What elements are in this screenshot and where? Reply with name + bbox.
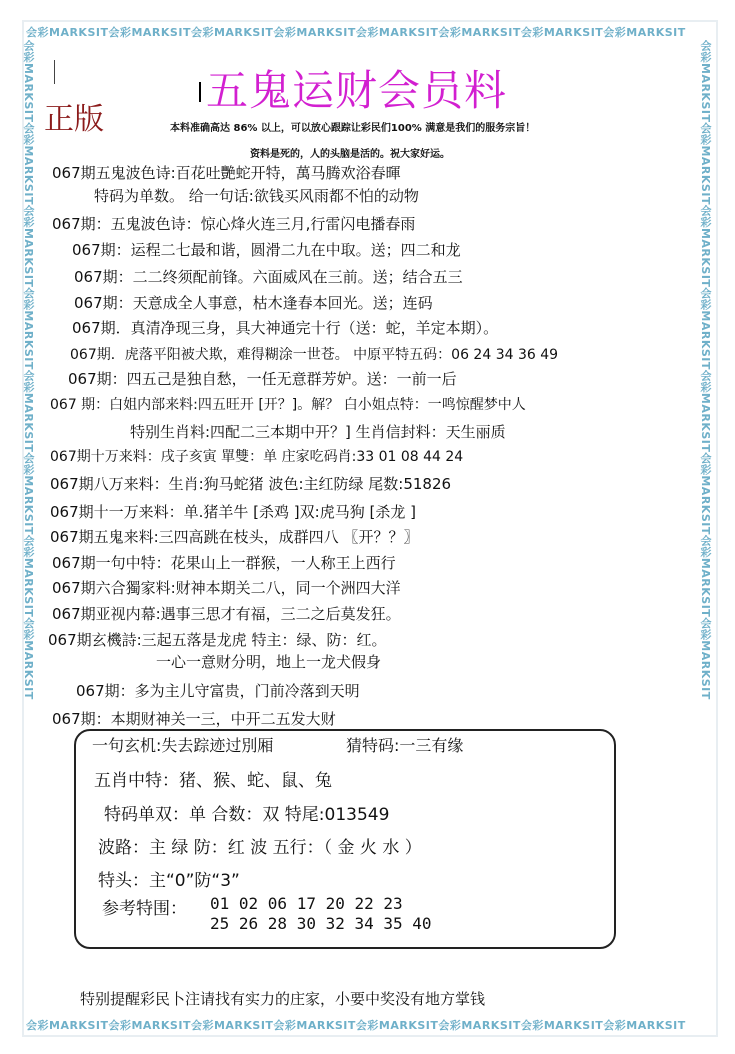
text-line: 067期十万来料：戌子亥寅 單雙：单 庄家吃码肖:33 01 08 44 24: [50, 449, 464, 465]
watermark-top: 会彩MARKSIT会彩MARKSIT会彩MARKSIT会彩MARKSIT会彩MARKSIT会彩MARKSIT会彩MARKSIT会彩MARKSIT: [26, 26, 686, 39]
five-zodiac-text: 五肖中特：猪、猴、蛇、鼠、兔: [94, 771, 332, 791]
riddle-text: 一句玄机:失去踪迹过別厢: [92, 736, 274, 755]
text-line: 067期：运程二七最和谐，圆滑二九在中取。送；四二和龙: [72, 241, 461, 259]
watermark-right: 会彩MARKSIT会彩MARKSIT会彩MARKSIT会彩MARKSIT会彩MARKSIT会彩MARKSIT会彩MARKSIT会彩MARKSIT: [699, 40, 712, 700]
text-line: 067期玄機詩:三起五落是龙虎 特主：绿、防：红。: [48, 631, 387, 649]
text-line: 067期．虎落平阳被犬欺，难得糊涂一世苍。 中原平特五码：06 24 34 36 49: [70, 347, 559, 363]
text-line: 067期：二二终须配前锋。六面威风在三前。送；结合五三: [74, 268, 463, 286]
reference-label: 参考特围：: [102, 899, 187, 919]
odd-even-text: 特码单双：单 合数：双 特尾:013549: [104, 805, 390, 825]
reference-row-2: 25 26 28 30 32 34 35 40: [210, 914, 432, 933]
authentic-badge: 正版: [44, 102, 104, 137]
head-text: 特头：主“0”防“3”: [98, 871, 240, 891]
text-line: 067期：天意成全人事意，枯木逢春本回光。送；连码: [74, 294, 433, 312]
text-line: 067期：四五己是独自愁，一任无意群芳妒。送：一前一后: [68, 370, 457, 388]
reference-row-1: 01 02 06 17 20 22 23: [210, 894, 403, 913]
text-line: 067期五鬼来料:三四高跳在枝头，成群四八 〖开？？〗: [50, 528, 419, 546]
text-line: 067期．真清净现三身，具大神通完十行（送：蛇，羊定本期）。: [72, 319, 499, 337]
subtitle-luck: 资料是死的，人的头脑是活的。祝大家好运。: [250, 149, 450, 160]
text-line: 067期八万来料：生肖:狗马蛇猪 波色:主红防绿 尾数:51826: [50, 475, 452, 493]
text-line: 067期：本期财神关一三，中开二五发大财: [52, 710, 336, 728]
text-line: 067期五鬼波色诗:百花吐艷蛇开特，萬马腾欢浴春暉: [52, 164, 401, 182]
corner-mark: [54, 60, 55, 84]
text-line: 067 期：白姐内部来料:四五旺开 [开？]。解？ 白小姐点特：一鸣惊醒梦中人: [50, 397, 526, 413]
guess-text: 猜特码:一三有缘: [346, 736, 464, 755]
text-line: 特码为单数。 给一句话:欲钱买风雨都不怕的动物: [94, 187, 419, 205]
title-cursor-mark: [199, 82, 201, 102]
text-line: 067期：五鬼波色诗：惊心烽火连三月,行雷闪电播春雨: [52, 215, 416, 233]
subtitle-accuracy: 本料准确高达 86% 以上，可以放心跟踪让彩民们100% 满意是我们的服务宗旨！: [170, 123, 536, 134]
watermark-bottom: 会彩MARKSIT会彩MARKSIT会彩MARKSIT会彩MARKSIT会彩MARKSIT会彩MARKSIT会彩MARKSIT会彩MARKSIT: [26, 1019, 686, 1032]
text-line: 067期十一万来料：单.猪羊牛 [杀鸡 ]双:虎马狗 [杀龙 ]: [50, 503, 416, 521]
text-line: 067期六合獨家料:财神本期关二八，同一个洲四大洋: [52, 579, 401, 597]
wave-text: 波路：主 绿 防：红 波 五行：（ 金 火 水 ）: [98, 838, 422, 858]
text-line: 067期：多为主儿守富贵，门前冷落到天明: [76, 682, 360, 700]
watermark-left: 会彩MARKSIT会彩MARKSIT会彩MARKSIT会彩MARKSIT会彩MARKSIT会彩MARKSIT会彩MARKSIT会彩MARKSIT: [22, 40, 35, 700]
text-line: 特别生肖料:四配二三本期中开？] 生肖信封料：天生丽质: [130, 423, 506, 441]
text-line: 067期一句中特：花果山上一群猴，一人称王上西行: [52, 554, 396, 572]
text-line: 一心一意财分明，地上一龙犬假身: [156, 653, 382, 671]
text-line: 067期亚视内幕:遇事三思才有福，三二之后莫发狂。: [52, 605, 401, 623]
page-title: 五鬼运财会员料: [206, 66, 508, 115]
bottom-reminder: 特别提醒彩民卜注请找有实力的庄家，小要中奖没有地方掌钱: [80, 990, 486, 1008]
